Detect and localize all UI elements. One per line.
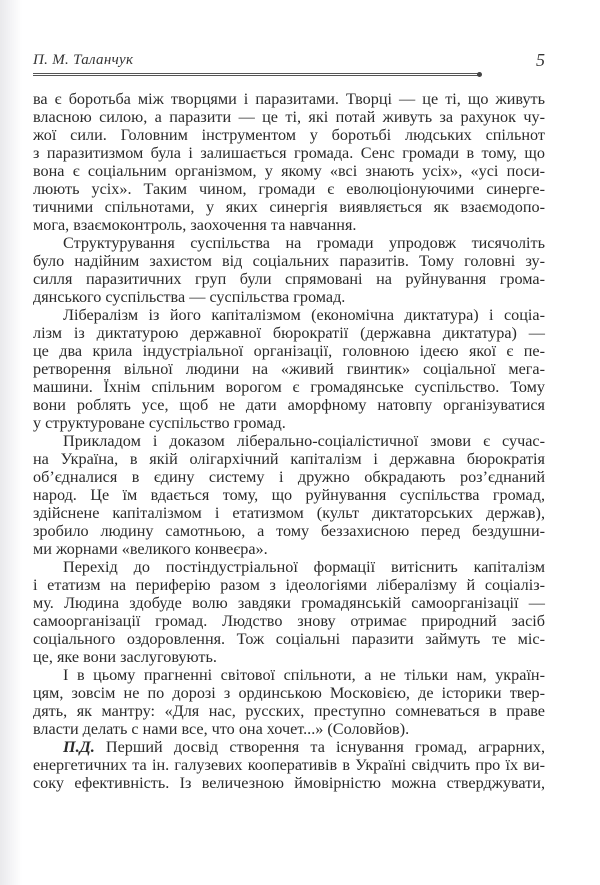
text-line: об’єдналися в єдину систему і дружно обкрадають роз’єднаний bbox=[33, 468, 545, 486]
text-line: Прикладом і доказом ліберально-соціалістичної змови є сучас- bbox=[63, 432, 545, 450]
text-line: вона є соціальним організмом, у якому «всі знають усіх», «усі поси- bbox=[33, 162, 545, 180]
text-line: ретворення вільної людини на «живий гвинтик» соціальної мега- bbox=[33, 360, 545, 378]
text-line: соціального оздоровлення. Тож соціальні паразити займуть те міс- bbox=[33, 630, 545, 648]
text-line: силля паразитичних груп були спрямовані на руйнування грома- bbox=[33, 270, 545, 288]
text-line: самоорганізації громад. Людство знову отримає природний засіб bbox=[33, 612, 545, 630]
text-line: му. Людина здобуде волю завдяки громадянській самоорганізації — bbox=[33, 594, 545, 612]
text-line: дянського суспільства — суспільства громад. bbox=[33, 288, 346, 306]
paragraph bbox=[33, 234, 545, 306]
paragraph bbox=[33, 432, 545, 558]
text-line: здійснене капіталізмом і етатизмом (культ диктаторських держав), bbox=[33, 504, 545, 522]
text-line: машини. Їхнім спільним ворогом є громадянське суспільство. Тому bbox=[33, 378, 545, 396]
text-line: дять, як мантру: «Для нас, русских, преступно сомневаться в праве bbox=[33, 702, 545, 720]
text-line: Перехід до постіндустріальної формації витіснить капіталізм bbox=[63, 558, 545, 576]
paragraph bbox=[33, 558, 545, 666]
body-text bbox=[33, 90, 545, 792]
text-line: народ. Це їм вдається тому, що руйнування суспільства громад, bbox=[33, 486, 545, 504]
page-number: 5 bbox=[536, 50, 545, 70]
text-line: І в цьому прагненні світової спільноти, а не тільки нам, україн- bbox=[63, 666, 545, 684]
running-head bbox=[33, 50, 545, 72]
text-line: мога, взаємоконтроль, заохочення та навчання. bbox=[33, 216, 357, 234]
running-head-author: П. М. Таланчук bbox=[33, 52, 134, 68]
text-line: з паразитизмом була і залишається громада. Сенс громади в тому, що bbox=[33, 144, 545, 162]
text-line: було надійним захистом від соціальних паразитів. Тому головні зу- bbox=[33, 252, 545, 270]
text-line: це, яке вони заслуговують. bbox=[33, 648, 217, 666]
paragraph-lead-initials: П.Д. bbox=[63, 738, 95, 756]
text-line: у структуроване суспільство громад. bbox=[33, 414, 286, 432]
text-line: жої сили. Головним інструментом у боротьбі людських спільнот bbox=[33, 126, 545, 144]
text-line-rest: Перший досвід створення та існування громад, аграрних, bbox=[94, 738, 545, 756]
paragraph bbox=[33, 90, 545, 234]
paragraph bbox=[33, 738, 545, 792]
text-line: і етатизм на периферію разом з ідеологіями лібералізму й соціаліз- bbox=[33, 576, 545, 594]
text-line bbox=[33, 738, 545, 756]
text-line: Лібералізм із його капіталізмом (економічна диктатура) і соціа- bbox=[63, 306, 545, 324]
text-line: зробило людину самотньою, а тому беззахисною перед бездушни- bbox=[33, 522, 545, 540]
paragraph bbox=[33, 666, 545, 738]
text-line: Структурування суспільства на громади упродовж тисячоліть bbox=[63, 234, 545, 252]
text-line: соку ефективність. Із величезною ймовірністю можна стверджувати, bbox=[33, 774, 545, 792]
text-line: власти делать с нами все, что она хочет...» (Соловйов). bbox=[33, 720, 410, 738]
text-line: на Україна, в якій олігархічний капіталізм і державна бюрократія bbox=[33, 450, 545, 468]
text-line: енергетичних та ін. галузевих кооперативів в Україні свідчить про їх ви- bbox=[33, 756, 545, 774]
text-line: ми жорнами «великого конвеєра». bbox=[33, 540, 268, 558]
header-rule bbox=[33, 73, 479, 76]
text-line: власною силою, а паразити — це ті, які потай живуть за рахунок чу- bbox=[33, 108, 545, 126]
text-line: тичними спільнотами, у яких синергія виявляється як взаємодопо- bbox=[33, 198, 545, 216]
page-edge-shadow bbox=[0, 0, 22, 885]
text-line: ва є боротьба між творцями і паразитами. Творці — це ті, що живуть bbox=[33, 90, 545, 108]
text-line: лізм із диктатурою державної бюрократії (державна диктатура) — bbox=[33, 324, 545, 342]
paragraph bbox=[33, 306, 545, 432]
text-line: люють усіх». Таким чином, громади є еволюціонуючими синерге- bbox=[33, 180, 545, 198]
text-line: це два крила індустріальної організації, головною ідеєю якої є пе- bbox=[33, 342, 545, 360]
text-line: цям, зовсім не по дорозі з ординською Московією, де історики твер- bbox=[33, 684, 545, 702]
text-line: вони роблять усе, щоб не дати аморфному натовпу організуватися bbox=[33, 396, 545, 414]
